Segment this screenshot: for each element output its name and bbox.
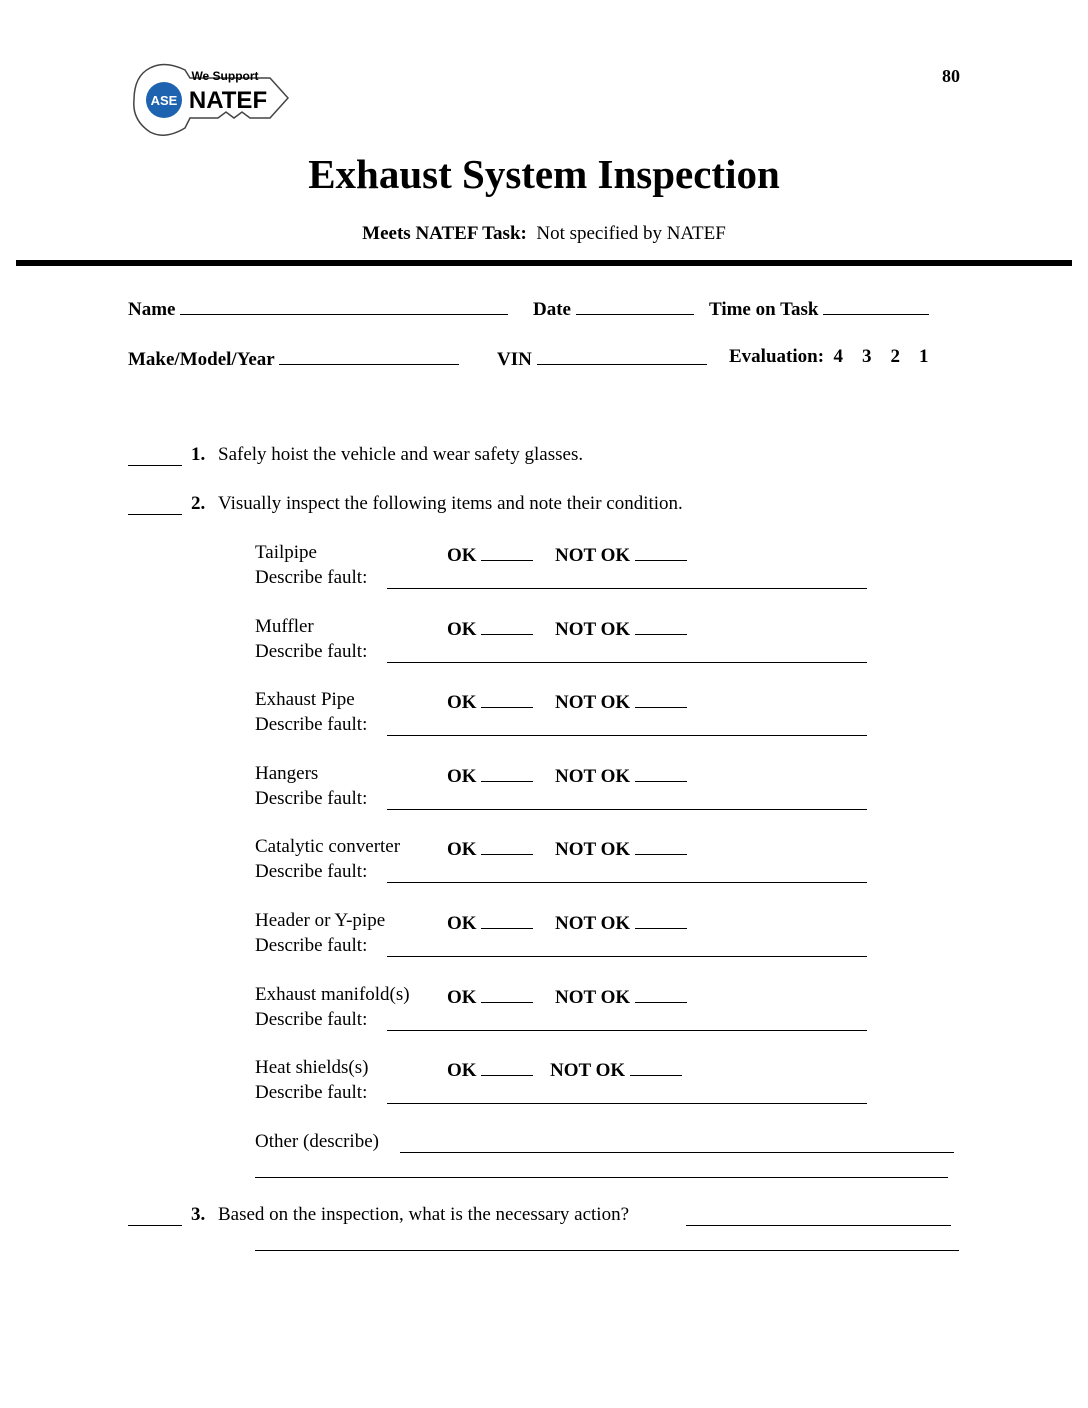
ok-label: OK — [447, 545, 477, 566]
step-3-check[interactable] — [128, 1225, 182, 1226]
step-1-number: 1. — [191, 444, 206, 465]
not-ok-label: NOT OK — [555, 987, 631, 1008]
not-ok-input[interactable] — [635, 763, 687, 782]
action-input[interactable] — [686, 1225, 951, 1226]
item-heat-shields-s-fault-input[interactable] — [387, 1103, 867, 1104]
item-exhaust-pipe-fault-input[interactable] — [387, 735, 867, 736]
ok-input[interactable] — [481, 836, 533, 855]
evaluation-field — [729, 346, 929, 368]
svg-text:NATEF: NATEF — [188, 87, 268, 114]
ok-label: OK — [447, 1060, 477, 1081]
vehicle-field — [128, 346, 459, 371]
item-exhaust-manifold-s-not-ok — [555, 984, 687, 1009]
not-ok-label: NOT OK — [555, 839, 631, 860]
score-2[interactable]: 2 — [890, 346, 901, 367]
ok-input[interactable] — [481, 542, 533, 561]
make-model-year-input[interactable] — [279, 346, 459, 365]
item-tailpipe-ok — [447, 542, 533, 567]
describe-fault-label: Describe fault: — [255, 714, 368, 735]
name-label: Name — [128, 299, 176, 320]
task-value: Not specified by NATEF — [536, 223, 726, 244]
item-hangers-fault-input[interactable] — [387, 809, 867, 810]
not-ok-label: NOT OK — [555, 619, 631, 640]
ok-label: OK — [447, 839, 477, 860]
divider — [16, 260, 1072, 266]
describe-fault-label: Describe fault: — [255, 1009, 368, 1030]
item-tailpipe-label: Tailpipe — [255, 542, 317, 563]
item-hangers-not-ok — [555, 763, 687, 788]
date-label: Date — [533, 299, 571, 320]
not-ok-input[interactable] — [635, 542, 687, 561]
evaluation-label: Evaluation: — [729, 346, 825, 367]
date-input[interactable] — [576, 296, 694, 315]
item-hangers-label: Hangers — [255, 763, 319, 784]
vin-field — [497, 346, 707, 371]
vin-input[interactable] — [537, 346, 707, 365]
name-input[interactable] — [180, 296, 508, 315]
item-muffler-ok — [447, 616, 533, 641]
ok-label: OK — [447, 619, 477, 640]
page-number: 80 — [942, 66, 960, 86]
natef-logo — [130, 58, 295, 143]
action-input-line-2[interactable] — [255, 1250, 959, 1251]
make-model-year-label: Make/Model/Year — [128, 349, 275, 370]
ok-label: OK — [447, 987, 477, 1008]
not-ok-label: NOT OK — [555, 692, 631, 713]
not-ok-label: NOT OK — [555, 545, 631, 566]
other-input-line-2[interactable] — [255, 1177, 948, 1178]
step-2-check[interactable] — [128, 514, 182, 515]
time-field — [709, 296, 929, 321]
item-exhaust-manifold-s-label: Exhaust manifold(s) — [255, 984, 410, 1005]
item-header-or-y-pipe-ok — [447, 910, 533, 935]
score-4[interactable]: 4 — [833, 346, 844, 367]
item-muffler-fault-input[interactable] — [387, 662, 867, 663]
item-exhaust-pipe-label: Exhaust Pipe — [255, 689, 355, 710]
date-field — [533, 296, 694, 321]
not-ok-input[interactable] — [635, 984, 687, 1003]
not-ok-input[interactable] — [630, 1057, 682, 1076]
score-3[interactable]: 3 — [862, 346, 872, 367]
step-1-text: Safely hoist the vehicle and wear safety glasses. — [218, 444, 584, 465]
describe-fault-label: Describe fault: — [255, 788, 368, 809]
page-title: Exhaust System Inspection — [308, 151, 780, 197]
item-catalytic-converter-not-ok — [555, 836, 687, 861]
step-3-text: Based on the inspection, what is the necessary action? — [218, 1204, 630, 1225]
svg-text:ASE: ASE — [150, 93, 178, 108]
time-input[interactable] — [823, 296, 929, 315]
item-catalytic-converter-ok — [447, 836, 533, 861]
item-catalytic-converter-label: Catalytic converter — [255, 836, 401, 857]
not-ok-label: NOT OK — [550, 1060, 626, 1081]
ok-label: OK — [447, 913, 477, 934]
ok-label: OK — [447, 692, 477, 713]
step-2-text: Visually inspect the following items and note their condition. — [218, 493, 683, 514]
describe-fault-label: Describe fault: — [255, 641, 368, 662]
item-muffler-label: Muffler — [255, 616, 314, 637]
task-label: Meets NATEF Task: — [362, 223, 527, 244]
other-input[interactable] — [400, 1152, 954, 1153]
item-exhaust-pipe-ok — [447, 689, 533, 714]
item-header-or-y-pipe-not-ok — [555, 910, 687, 935]
not-ok-label: NOT OK — [555, 766, 631, 787]
natef-task — [0, 223, 1088, 245]
item-exhaust-pipe-not-ok — [555, 689, 687, 714]
ok-input[interactable] — [481, 910, 533, 929]
not-ok-input[interactable] — [635, 836, 687, 855]
ok-input[interactable] — [481, 984, 533, 1003]
item-exhaust-manifold-s-fault-input[interactable] — [387, 1030, 867, 1031]
item-muffler-not-ok — [555, 616, 687, 641]
item-tailpipe-fault-input[interactable] — [387, 588, 867, 589]
name-field — [128, 296, 508, 321]
item-tailpipe-not-ok — [555, 542, 687, 567]
ok-input[interactable] — [481, 689, 533, 708]
ok-input[interactable] — [481, 763, 533, 782]
step-1-check[interactable] — [128, 465, 182, 466]
not-ok-input[interactable] — [635, 689, 687, 708]
item-heat-shields-s-not-ok — [550, 1057, 682, 1082]
item-exhaust-manifold-s-ok — [447, 984, 533, 1009]
describe-fault-label: Describe fault: — [255, 1082, 368, 1103]
not-ok-input[interactable] — [635, 910, 687, 929]
step-2-number: 2. — [191, 493, 206, 514]
score-1[interactable]: 1 — [919, 346, 929, 367]
not-ok-label: NOT OK — [555, 913, 631, 934]
describe-fault-label: Describe fault: — [255, 861, 368, 882]
svg-text:We Support: We Support — [191, 69, 259, 83]
describe-fault-label: Describe fault: — [255, 935, 368, 956]
item-heat-shields-s-ok — [447, 1057, 533, 1082]
item-catalytic-converter-fault-input[interactable] — [387, 882, 867, 883]
describe-fault-label: Describe fault: — [255, 567, 368, 588]
other-label: Other (describe) — [255, 1131, 379, 1152]
ok-label: OK — [447, 766, 477, 787]
item-hangers-ok — [447, 763, 533, 788]
ok-input[interactable] — [481, 616, 533, 635]
not-ok-input[interactable] — [635, 616, 687, 635]
time-label: Time on Task — [709, 299, 819, 320]
item-heat-shields-s-label: Heat shields(s) — [255, 1057, 369, 1078]
item-header-or-y-pipe-label: Header or Y-pipe — [255, 910, 386, 931]
item-header-or-y-pipe-fault-input[interactable] — [387, 956, 867, 957]
vin-label: VIN — [497, 349, 532, 370]
ok-input[interactable] — [481, 1057, 533, 1076]
step-3-number: 3. — [191, 1204, 206, 1225]
